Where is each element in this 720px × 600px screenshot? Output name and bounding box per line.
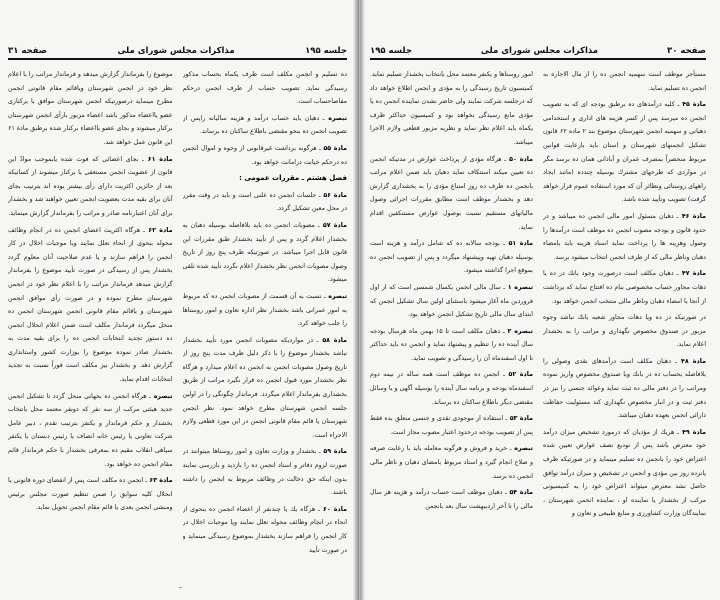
article-text: ـ هرگاه اکثریت اعضای انجمن ده در انجام وظائف محوله بنحوی از انحاء تعلل نمایند ویا موجبات اخلال در کار انجمن را فراهم سازند و یا عدم صلاحیت آنان معلوم گردد بخشدار پس از رسیدگی در صورت تأیید موضوع را بفرماندار گزارش میدهد فرماندار مراتب را با اعلام نظر خود در انجمن شهرستان مطرح نموده و در صورت رأی موافق انجمن شهرستان و یاقائم مقام قانونی انجمن شهرستان انجمن ده منحل میگردد فرماندار مکلف است ضمن اعلام انحلال انجمن ده دستور تجدید انتخابات انجمن ده را برای بقیه مدت به بخشدار صادر نموده موضوع را بوزارت کشور واستانداری گزارش دهد. و بخشدار نیز مکلف است فوراً نسبت به تجدید انتخابات اقدام نماید. (8, 226, 173, 384)
article-number: مادة ۶۲ (145, 226, 173, 234)
article-paragraph (370, 281, 533, 322)
page-header (8, 38, 347, 60)
article-paragraph (183, 503, 348, 557)
page-30 (360, 0, 720, 600)
article-paragraph (370, 153, 533, 235)
article-text: ـ خرید و فروش و هرگونه معامله باید با رعایت صرفه و صلاح انجام گیرد و اسناد مربوط بامضای دهبان و ناظر مالی انجمن ده برسد. (370, 445, 533, 480)
article-number: تبصره (324, 114, 347, 122)
article-number: مادة ۴۷ (678, 270, 706, 278)
article-paragraph (183, 290, 348, 331)
article-paragraph (543, 68, 706, 95)
header-session: جلسه ۱۹۵ (370, 46, 412, 56)
article-paragraph (8, 390, 173, 472)
article-paragraph (8, 68, 173, 150)
article-paragraph (370, 325, 533, 366)
article-number: مادة ۵۲ (504, 371, 533, 379)
article-number: تبصره ۱ (505, 283, 533, 291)
header-page-number: صفحه ۳۱ (8, 46, 47, 56)
article-text: ـ هرگونه برداشت غیرقانونی از وجوه و اموال انجمن ده درحکم خیانت درامانت خواهد بود. (182, 144, 347, 166)
article-number: مادة ۶۳ (147, 477, 173, 485)
article-paragraph (370, 442, 533, 483)
article-paragraph (370, 237, 533, 278)
article-paragraph (370, 486, 533, 513)
article-number: مادة ۴۵ (679, 101, 706, 109)
article-text: ـ دهبان مسئول امور مالی انجمن ده میباشد و در حدود قانون و بودجه مصوب انجمن ده موظف است درآمدها را وصول وهزینه ها را پرداخت نماید اسناد هزینه باید بامضاء دهبان وناظر مالی که از طرف انجمن انتخاب میشود برسد. (543, 212, 706, 261)
article-number: تبصره (511, 445, 533, 453)
article-text: ـ انجمن ده موظف است همه ساله در نیمه دوم اسفندماه بودجه و برنامه سال آینده را بوسیله آگهی و یا وسائل مقتضی دیگر باطلاع ساکنان ده برساند. (370, 371, 533, 406)
article-text: ـ هرگاه انجمن ده بجهاتی منحل گردد تا تشکیل انجمن جدید هیئتی مرکب از سه نفر که دونفر معتمد محل بانتخاب بخشدار و حکم فرماندار و یکنفر بترتیب تقدم ، دبیر عامل شرکت تعاونی یا رئیس خانه انصاف یا رئیس دبستان یا یکنفر سپاهی انقلاب مقیم ده بمعرفی بخشدار با حکم فرماندار قائم مقام انجمن ده خواهد بود. (8, 392, 173, 468)
column-right (543, 68, 706, 588)
article-text: ـ بجای اعضائی که فوت شده یابموجب موادّ این قانون از عضویت انجمن مستعفی یا برکنار میشوند از کسانیکه بعد از حائزین اکثریت دارای رأی بیشتر بوده اند بترتیب بجای آنان برای بقیه مدت بعضویت انجمن تعیین خواهند شد و بخشدار برای آنان اعتبارنامه صادر و مراتب را بفرماندار گزارش مینماید. (8, 155, 173, 217)
article-text: ـ در مواردیکه مصوبات انجمن مورد تأیید بخشدار نباشد بخشدار موضوع را با ذکر دلیل ظرف مدت پنج روز از تاریخ وصول مصوبات انجمن به انجمن ده اعلام میدارد و هرگاه نظر بخشدار مورد قبول انجمن ده قرار نگیرد مراتب از طریق بخشداری بفرماندار اعلام میگردد. فرماندار چگونگی را در اولین جلسه انجمن شهرستان مطرح خواهد نمود. نظر انجمن شهرستان یا قائم مقام قانونی انجمن در این مورد قطعی ولازم الاجراء است. (182, 336, 347, 439)
header-title: مذاکرات مجلس شورای ملی (117, 46, 235, 56)
article-text: ـ استفاده از موجودی نقدی و جنسی متعلق بده فقط پس از تصویب بودجه درحدود اعتبار مصوب مجاز است. (370, 415, 533, 436)
article-paragraph (543, 98, 706, 207)
article-paragraph (8, 474, 173, 515)
article-text: ـ دهبان مکلف است درآمدهای نقدی وصولی را بلافاصله بحساب ده در بانك ویا صندوق مخصوص واریز نموده ومراتب را در دفتر مالی ده ثبت نماید وعوائد جنسی را نیز در دفتر ثبت و در انبار مخصوص نگهداری کند مسئولیت حفاظت دارائی انجمن بعهده دهبان میباشد. (543, 357, 706, 420)
article-number: تبصره ۲ (504, 327, 533, 335)
article-paragraph (370, 412, 533, 439)
article-number: مادة ۵۹ (320, 448, 347, 456)
article-paragraph (543, 267, 706, 308)
article-text: ـ دهبان مکلف است تا ۱۵ بهمن ماه هرسال بودجه سال آینده ده را تنظیم و پیشنهاد نماید و انجمن ده باید حداکثر تا اول اسفندماه آن را رسیدگی و تصویب نماید. (370, 327, 533, 362)
article-number: مادة ۵۵ (320, 144, 347, 152)
article-paragraph (8, 224, 173, 387)
section-title: فصل هشتم ـ مقررات عمومی : (239, 174, 347, 183)
article-text: ـ هرگاه مؤدی از پرداخت عوارض در مدتیکه انجمن ده تعیین میکند استنکاف نماید دهبان باید ضمن اعلام مراتب بانجمن ده ظرف ده روز امتناع مؤدی را به بخشداری گزارش دهد و بخشدار موظف است مطابق مقررات اجرائی وصول مالیاتهای مستقیم نسبت بوصول عوارض مستنکفین اقدام نماید. (370, 155, 533, 231)
article-text: ـ مصوبات انجمن ده باید بلافاصله بوسیله دهبان به بخشدار اعلام گردد و پس از تأیید بخشدار طبق مقررات این قانون قابل اجرا میباشد. در صورتیکه ظرف پنج روز از تاریخ وصول مصوبات انجمن نظر بخشدار اعلام نگردد تأیید شده تلقی میشود. (182, 221, 347, 284)
header-title: مذاکرات مجلس شورای ملی (480, 46, 599, 56)
article-number: مادة ۶۰ (319, 505, 347, 513)
article-text: ده تسلیم و انجمن مکلف است ظرف یکماه بحساب مذکور رسیدگی نماید. تصویب حساب از طرف انجمن درحکم مفاصاحساب است. (182, 71, 347, 106)
article-number: مادة ۴۶ (678, 212, 706, 220)
column-left (370, 68, 533, 588)
article-text: ـ جلسات انجمن ده علنی است و باید در وقت مقرر در محل معین تشکیل گردد. (182, 191, 347, 213)
article-paragraph (183, 112, 348, 139)
article-text: ـ هرگاه یك یا چندنفر از اعضاء انجمن ده بنحوی از انحاء در انجام وظائف محوله تعلل نمایند ویا موجبات اخلال در کار انجمن را فراهم سازند بخشدار بموضوع رسیدگی مینماید و در صورت تأیید (182, 505, 347, 554)
article-text: ـ کلیه درآمدهای ده برطبق بودجه ای که به تصویب انجمن ده میرسد پس از کسر هزینه های اداری و استخدامی دهبانی و سهمیه انجمن شهرستان موضوع بند ۲ ماده ۶۲ قانون تشکیل انجمنهای شهرستان و استان باید بارعایت قوانین مربوط منحصراً بمصرف عمران و آبادانی همان ده برسد مگر در مواردی که طرحهای مشترك بوسیله چندده (مانند ایجاد راههای روستائی ونظائر آن که مورد استفاده عموم قرار خواهد گرفت) تصویب وتأیید شده باشد. (543, 101, 706, 204)
article-number: مادة ۵۸ (318, 336, 347, 344)
article-paragraph (183, 68, 348, 109)
page-bottom-mark: ـ (179, 582, 182, 590)
article-paragraph (543, 426, 706, 521)
article-paragraph (183, 219, 348, 287)
article-paragraph (543, 210, 706, 264)
article-number: مادة ۵۴ (506, 489, 533, 497)
article-text: ـ دهبان باید حساب درآمد و هزینه سالیانه راپس از تصویب انجمن ده بنحو مقتضی باطلاع ساکنان ده برساند. (182, 114, 347, 136)
article-text: ـ دهبان مکلف است درصورت وجود بانك در ده یا دهات مجاور حساب مخصوصی بنام ده افتتاح نماید که برداشت از آنجا با امضاء دهبان وناظر مالی منتخب انجمن خواهد بود. (543, 270, 706, 305)
page-header (370, 38, 706, 60)
text-columns (370, 68, 706, 588)
article-number: مادة ۵۰ (506, 155, 533, 163)
article-paragraph (543, 311, 706, 352)
article-paragraph (183, 189, 348, 216)
article-number: تبصره (150, 392, 173, 400)
article-paragraph (370, 68, 533, 150)
text-columns (8, 68, 347, 588)
article-text: ـ انجمن ده مکلف است پس از انقضای دوره قانونی یا انحلال کلیه سوابق را ضمن تنظیم صورت مجلس برئیس ومنشی انجمن بعدی یا قائم مقام انجمن تحویل نماید. (8, 477, 173, 512)
article-number: مادة ۴۸ (676, 357, 706, 365)
article-paragraph (183, 142, 348, 169)
header-page-number: صفحه ۳۰ (667, 46, 706, 56)
article-number: مادة ۶۱ (143, 155, 173, 163)
article-number: مادة ۵۶ (320, 191, 347, 199)
article-text: ـ نسبت به آن قسمت از مصوبات انجمن ده که مربوط به امور عمرانی باشد بخشدار نظر اداره تعاون و امور روستاها را جلب خواهد کرد. (182, 292, 347, 328)
article-number: مادة ۴۹ (679, 428, 706, 436)
column-right (183, 68, 348, 588)
article-text: ـ دهبان موظف است حساب درآمد و هزینه هر سال مالی را تا آخر اردیبهشت سال بعد بانجمن (370, 489, 533, 510)
article-paragraph (183, 445, 348, 499)
article-text: امور روستاها و یکنفر معتمد محل بانتخاب بخشدار تسلیم نماید. کمیسیون تاریخ رسیدگی را به مؤدی و انجمن اطلاع خواهد داد که درجلسه شرکت نمایند ولی حاضر نشدن نماینده انجمن ده یا مؤدی مانع رسیدگی نخواهد بود و کمیسیون حداکثر ظرف یکماه باید اعلام نظر نماید و نظریه مزبور قطعی ولازم الاجرا میباشد. (370, 71, 533, 146)
article-text: در صورتیکه در ده ویا دهات مجاور شعبه بانك نباشد وجوه مزبور در صندوق مخصوص نگهداری و مراتب را به بخشدار اعلام نماید. (543, 314, 706, 349)
article-paragraph (8, 153, 173, 221)
column-left (8, 68, 173, 588)
article-number: مادة ۵۷ (319, 221, 347, 229)
article-paragraph (543, 355, 706, 423)
article-paragraph (370, 368, 533, 409)
article-text: ـ بخشدار و وزارت تعاون و امور روستاها میتوانند در صورت لزوم دفاتر و اسناد انجمن ده را بازدید و بازرسی نمایند بدون اینکه حق دخالت در وظائف مربوط به انجمن را داشته باشند. (182, 448, 347, 497)
article-paragraph (183, 334, 348, 443)
article-text: ـ هریك از مؤدیان که درمورد تشخیص میزان درآمد خود معترض باشد پس از تودیع نصف عوارض تعیین شده اعتراض خود را بانجمن ده تسلیم مینماید و در صورتیکه ظرف پانزده روز بین مؤدی و انجمن در تشخیص و میزان درآمد توافق حاصل نشد معترض میتواند اعتراض خود را به کمیسیونی مرکب از بخشدار یا نماینده او ، نماینده انجمن شهرستان ، نمایندگان وزارت کشاورزی و منابع طبیعی و تعاون و (543, 428, 706, 518)
article-number: مادة ۵۳ (507, 415, 533, 423)
header-session: جلسه ۱۹۵ (305, 46, 347, 56)
article-number: مادة ۵۱ (505, 240, 533, 248)
article-text: موضوع را بفرماندار گزارش میدهد و فرماندار مراتب را با اعلام نظر خود در انجمن شهرستان ویاقائم مقام قانونی انجمن مطرح مینماید درصورتیکه انجمن شهرستان موافق با برکناری عضو یااعضاء مذکور باشد اعضاء مزبور بارأی انجمن شهرستان برکنار میشوند و بجای عضو یااعضاء برکنار شده برطبق مادة ۶۱ این قانون عمل خواهد شد. (8, 71, 173, 146)
article-text: ـ بودجه سالانه ده که شامل درآمد و هزینه است بوسیله دهبان تهیه وپیشنهاد میگردد و پس از تصویب انجمن ده بموقع اجرا گذاشته میشود. (370, 240, 533, 275)
article-text: ـ سال مالی انجمن یکسال شمسی است که از اول فروردین ماه آغاز میشود باستثنای اولین سال تشکیل انجمن که ابتدای سال مالی تاریخ تشکیل انجمن خواهد بود. (370, 283, 533, 319)
article-text: مستأجر موظف است سهمیه انجمن ده را از مال الاجاره به انجمن ده تسلیم نماید. (543, 71, 706, 92)
article-number: تبصره (325, 292, 347, 300)
